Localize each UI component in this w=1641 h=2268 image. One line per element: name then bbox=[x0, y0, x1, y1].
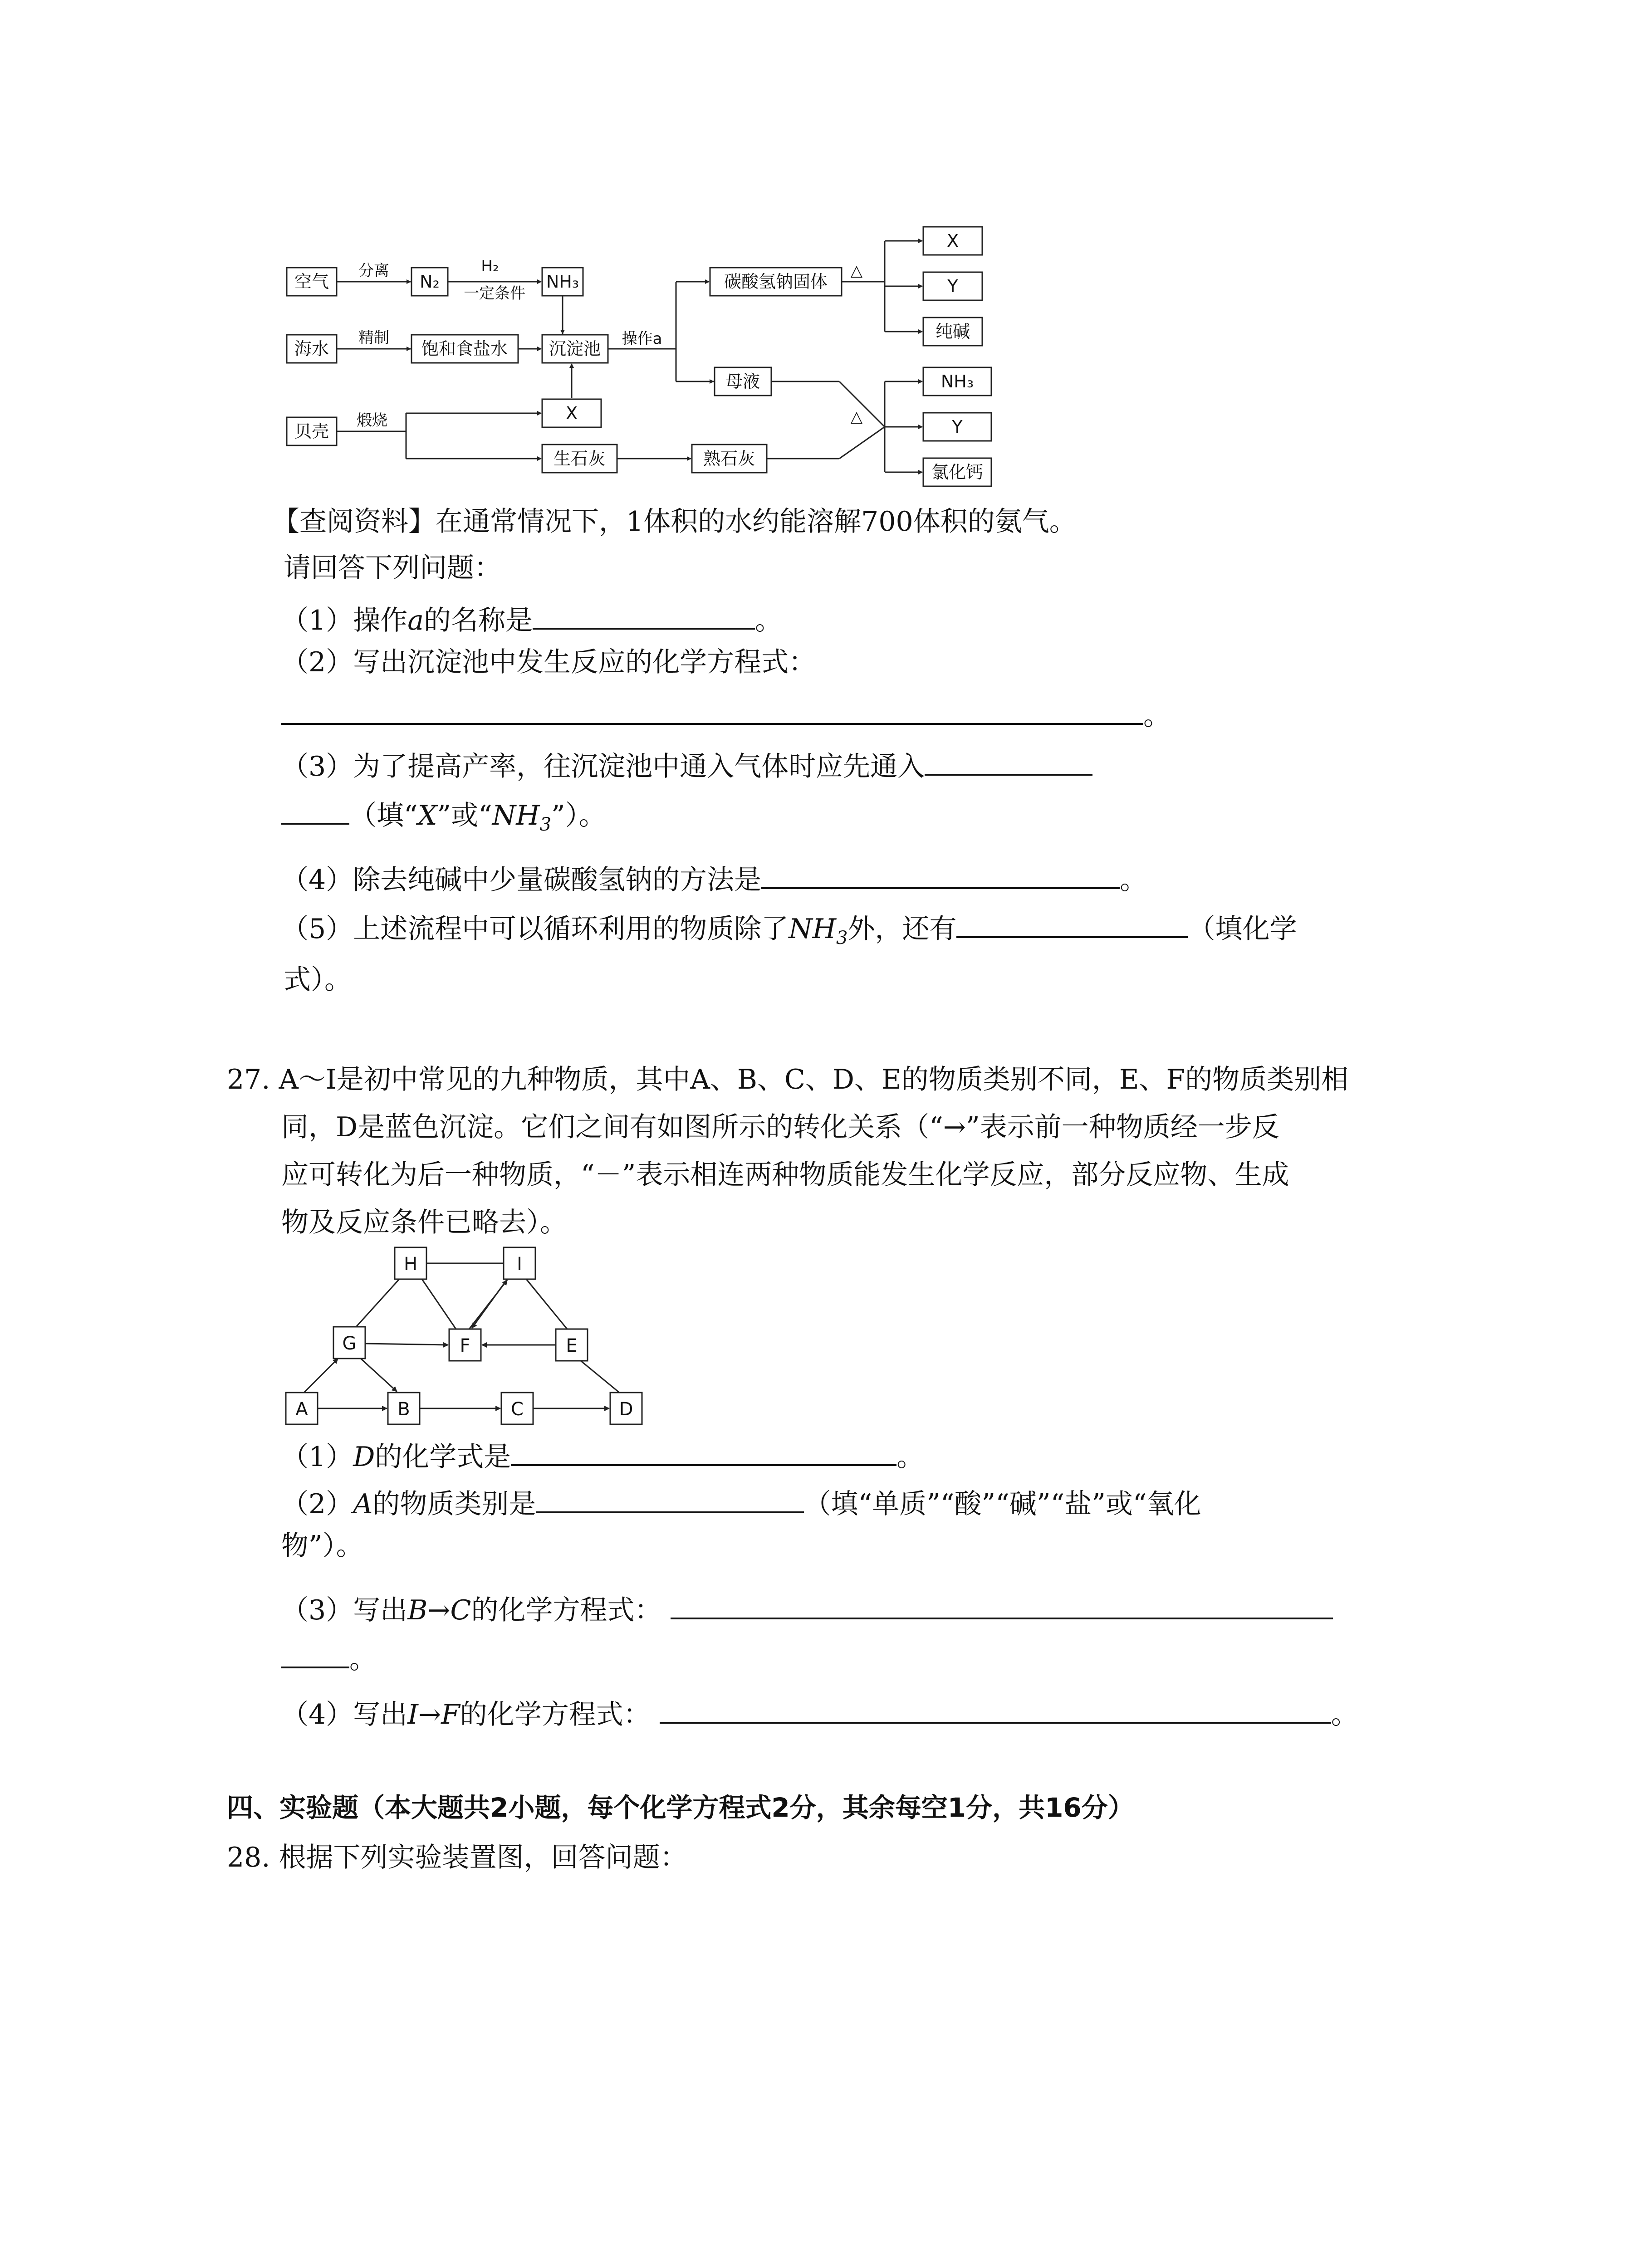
q2-end: 。 bbox=[1143, 700, 1171, 732]
flow-label-sep: 分离 bbox=[358, 262, 389, 280]
q3-cont bbox=[281, 793, 606, 843]
q3-text: （3）为了提高产率，往沉淀池中通入气体时应先通入 bbox=[281, 751, 925, 782]
s4-b: 的化学方程式： bbox=[460, 1699, 651, 1730]
q5-c: （填化学 bbox=[1188, 913, 1297, 945]
p27-line1: 27. A～I是初中常见的九种物质，其中A、B、C、D、E的物质类别不同，E、F的物质类别相 bbox=[227, 1064, 1349, 1095]
flow-out-x: X bbox=[946, 231, 959, 251]
q1-end: 。 bbox=[754, 605, 782, 636]
s2-cont: 物”）。 bbox=[281, 1530, 363, 1562]
q1-answer-blank[interactable] bbox=[533, 598, 755, 630]
flow-air: 空气 bbox=[294, 272, 329, 292]
s4-end: 。 bbox=[1331, 1699, 1358, 1730]
flow-shell: 贝壳 bbox=[294, 421, 329, 441]
flow-mother: 母液 bbox=[725, 371, 760, 391]
q3-nh: NH bbox=[492, 800, 540, 831]
flow-sea: 海水 bbox=[294, 339, 329, 359]
s1-answer-blank[interactable] bbox=[511, 1434, 896, 1466]
flow-tank: 沉淀池 bbox=[549, 339, 601, 359]
s4 bbox=[281, 1692, 1358, 1733]
s1-a: （1） bbox=[281, 1441, 353, 1473]
q1-a: （1）操作 bbox=[281, 605, 408, 636]
s3-end: 。 bbox=[349, 1643, 377, 1675]
flow-slaked: 熟石灰 bbox=[703, 449, 755, 469]
s2-var: A bbox=[353, 1488, 373, 1520]
node-a: A bbox=[295, 1399, 308, 1420]
q5-nh: NH bbox=[789, 913, 837, 945]
node-g: G bbox=[342, 1333, 357, 1354]
s3 bbox=[281, 1588, 1333, 1628]
q1 bbox=[281, 598, 782, 639]
flow-label-refine: 精制 bbox=[358, 329, 389, 347]
flow-out-nh3: NH₃ bbox=[941, 371, 974, 391]
s4-var: I→F bbox=[407, 1699, 460, 1730]
flow-diagram bbox=[281, 222, 1003, 503]
s2 bbox=[281, 1481, 1201, 1522]
q4-answer-blank[interactable] bbox=[761, 857, 1120, 889]
flow-heat-2: △ bbox=[850, 408, 863, 426]
s3-b: 的化学方程式： bbox=[471, 1594, 662, 1626]
q28: 28. 根据下列实验装置图，回答问题： bbox=[227, 1842, 687, 1873]
flow-n2: N₂ bbox=[420, 272, 440, 292]
flow-label-cond: 一定条件 bbox=[464, 284, 525, 303]
relation-diagram bbox=[277, 1238, 649, 1429]
s1-var: D bbox=[353, 1441, 375, 1473]
info-line: 【查阅资料】在通常情况下，1体积的水约能溶解700体积的氨气。 bbox=[272, 506, 1077, 538]
q2-blank-line bbox=[281, 693, 1171, 734]
q3-x: X bbox=[417, 800, 437, 831]
q5-cont: 式）。 bbox=[284, 964, 352, 996]
flow-label-h2: H₂ bbox=[481, 257, 499, 275]
flow-x: X bbox=[565, 403, 578, 423]
flow-out-y2: Y bbox=[952, 417, 963, 437]
q3-sub: 3 bbox=[539, 814, 552, 835]
s1-b: 的化学式是 bbox=[375, 1441, 511, 1473]
q3-b: （填“ bbox=[349, 800, 418, 831]
q5-a: （5）上述流程中可以循环利用的物质除了 bbox=[281, 913, 789, 945]
p27-line3: 应可转化为后一种物质，“－”表示相连两种物质能发生化学反应，部分反应物、生成 bbox=[281, 1159, 1289, 1191]
q2: （2）写出沉淀池中发生反应的化学方程式： bbox=[281, 646, 816, 678]
flow-out-cacl2: 氯化钙 bbox=[931, 462, 984, 482]
node-c: C bbox=[511, 1399, 524, 1420]
s1 bbox=[281, 1434, 924, 1475]
q4-end: 。 bbox=[1120, 864, 1147, 896]
q3-answer-blank[interactable] bbox=[925, 744, 1092, 776]
q3-c: ”或“ bbox=[437, 800, 492, 831]
s2-b: 的物质类别是 bbox=[372, 1488, 536, 1520]
section-4-heading: 四、实验题（本大题共2小题，每个化学方程式2分，其余每空1分，共16分） bbox=[227, 1792, 1134, 1823]
node-d: D bbox=[619, 1399, 633, 1420]
flow-label-op: 操作a bbox=[622, 330, 662, 348]
p27-line2: 同，D是蓝色沉淀。它们之间有如图所示的转化关系（“→”表示前一种物质经一步反 bbox=[281, 1111, 1279, 1143]
flow-out-soda: 纯碱 bbox=[935, 322, 970, 342]
p27-line4: 物及反应条件已略去）。 bbox=[281, 1207, 567, 1238]
s3-answer-blank[interactable] bbox=[671, 1588, 1333, 1619]
flow-label-calcine: 煅烧 bbox=[357, 411, 387, 430]
s1-end: 。 bbox=[896, 1441, 924, 1473]
q3-answer-blank-cont[interactable] bbox=[281, 793, 349, 825]
q5-sub: 3 bbox=[836, 928, 848, 948]
s2-answer-blank[interactable] bbox=[536, 1481, 804, 1513]
q4 bbox=[281, 857, 1147, 898]
flow-quicklime: 生石灰 bbox=[553, 449, 606, 469]
node-e: E bbox=[566, 1335, 578, 1356]
q5-b: 外，还有 bbox=[847, 913, 957, 945]
q3 bbox=[281, 744, 1092, 785]
flow-nh3: NH₃ bbox=[546, 272, 579, 292]
s4-answer-blank[interactable] bbox=[660, 1692, 1331, 1724]
q4-text: （4）除去纯碱中少量碳酸氢钠的方法是 bbox=[281, 864, 762, 896]
flow-out-y: Y bbox=[947, 276, 958, 296]
flow-nahco3: 碳酸氢钠固体 bbox=[724, 272, 828, 292]
q1-b: 的名称是 bbox=[423, 605, 533, 636]
s3-cont bbox=[281, 1637, 377, 1677]
node-b: B bbox=[397, 1399, 410, 1420]
q5-answer-blank[interactable] bbox=[956, 906, 1188, 938]
flow-brine: 饱和食盐水 bbox=[421, 339, 508, 359]
node-h: H bbox=[403, 1254, 418, 1275]
node-i: I bbox=[517, 1254, 522, 1275]
q3-d: ”）。 bbox=[551, 800, 606, 831]
s2-c: （填“单质”“酸”“碱”“盐”或“氧化 bbox=[803, 1488, 1201, 1520]
q1-var: a bbox=[407, 605, 424, 636]
node-f: F bbox=[460, 1335, 470, 1356]
q5 bbox=[281, 906, 1297, 956]
flow-heat-1: △ bbox=[850, 262, 863, 280]
s3-answer-blank-cont[interactable] bbox=[281, 1637, 349, 1668]
s4-a: （4）写出 bbox=[281, 1699, 408, 1730]
q2-answer-blank[interactable] bbox=[281, 693, 1143, 725]
s3-a: （3）写出 bbox=[281, 1594, 408, 1626]
s2-a: （2） bbox=[281, 1488, 353, 1520]
ask-line: 请回答下列问题： bbox=[284, 552, 501, 584]
s3-var: B→C bbox=[407, 1594, 471, 1626]
